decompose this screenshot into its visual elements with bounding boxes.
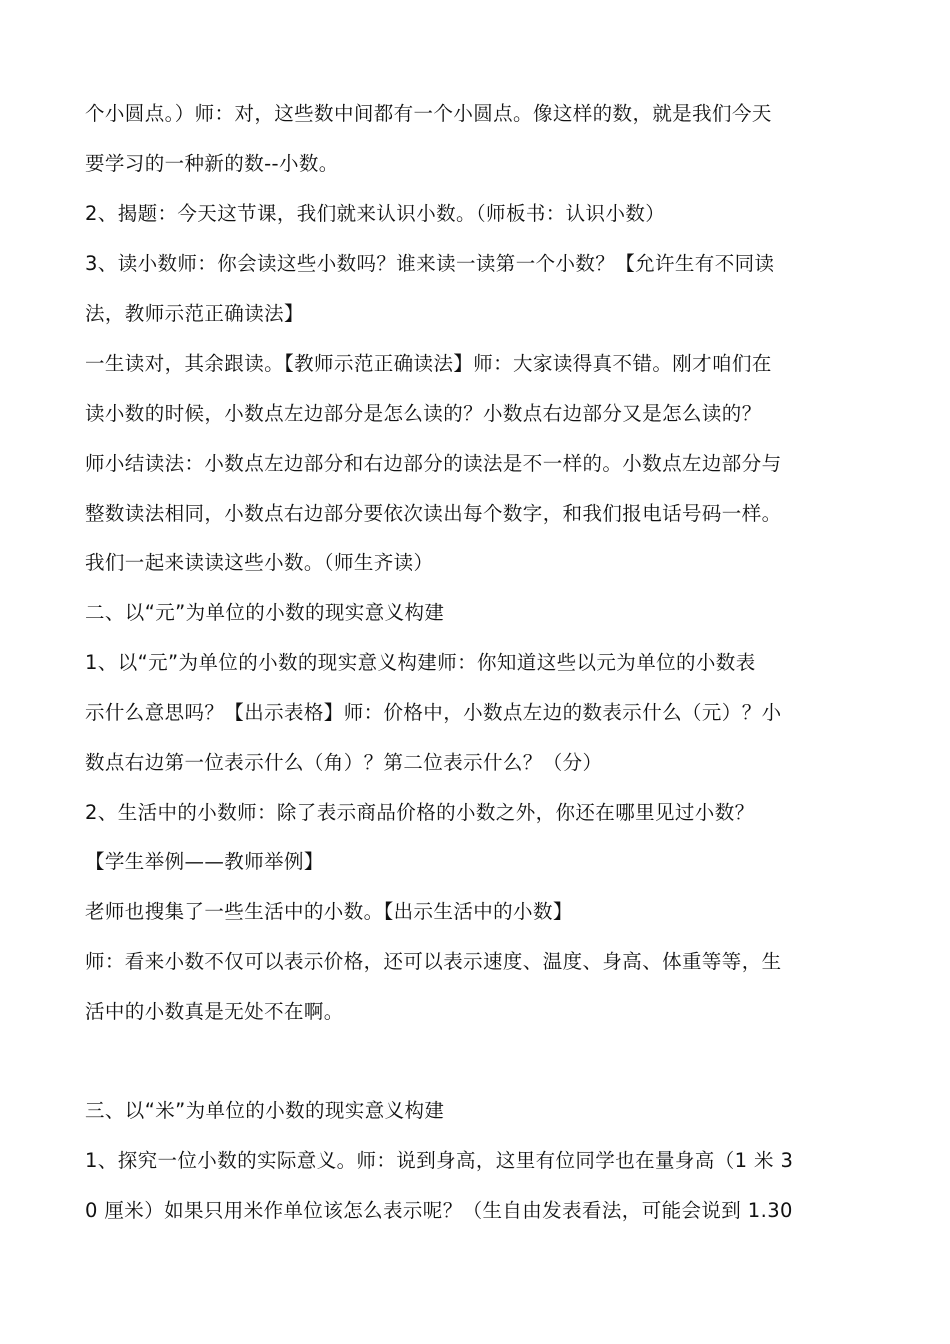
text-line: 1、以“元”为单位的小数的现实意义构建师：你知道这些以元为单位的小数表: [85, 651, 756, 674]
text-line: 读小数的时候，小数点左边部分是怎么读的？小数点右边部分又是怎么读的？: [85, 402, 762, 425]
text-line: 活中的小数真是无处不在啊。: [85, 1000, 344, 1023]
text-line: 要学习的一种新的数--小数。: [85, 152, 339, 175]
text-line: 2、揭题：今天这节课，我们就来认识小数。（师板书：认识小数）: [85, 202, 666, 225]
text-line: 师小结读法：小数点左边部分和右边部分的读法是不一样的。小数点左边部分与: [85, 452, 782, 475]
text-line: 老师也搜集了一些生活中的小数。【出示生活中的小数】: [85, 900, 573, 923]
text-line: 0 厘米）如果只用米作单位该怎么表示呢？（生自由发表看法，可能会说到 1.30: [85, 1199, 793, 1222]
text-line: 【学生举例——教师举例】: [85, 850, 324, 873]
section-heading: 二、以“元”为单位的小数的现实意义构建: [85, 601, 445, 624]
text-line: 我们一起来读读这些小数。（师生齐读）: [85, 551, 434, 574]
text-line: 一生读对，其余跟读。【教师示范正确读法】师：大家读得真不错。刚才咱们在: [85, 352, 772, 375]
section-heading: 三、以“米”为单位的小数的现实意义构建: [85, 1099, 445, 1122]
text-line: 整数读法相同，小数点右边部分要依次读出每个数字，和我们报电话号码一样。: [85, 502, 782, 525]
text-line: 法，教师示范正确读法】: [85, 302, 304, 325]
text-line: 数点右边第一位表示什么（角）？第二位表示什么？（分）: [85, 751, 603, 774]
text-line: 2、生活中的小数师：除了表示商品价格的小数之外，你还在哪里见过小数？: [85, 801, 755, 824]
text-line: 示什么意思吗？【出示表格】师：价格中，小数点左边的数表示什么（元）？小: [85, 701, 782, 724]
text-line: 个小圆点。）师：对，这些数中间都有一个小圆点。像这样的数，就是我们今天: [85, 102, 772, 125]
text-line: 师：看来小数不仅可以表示价格，还可以表示速度、温度、身高、体重等等，生: [85, 950, 782, 973]
text-line: 1、探究一位小数的实际意义。师：说到身高，这里有位同学也在量身高（1 米 3: [85, 1149, 794, 1172]
text-line: 3、读小数师：你会读这些小数吗？谁来读一读第一个小数？【允许生有不同读: [85, 252, 775, 275]
